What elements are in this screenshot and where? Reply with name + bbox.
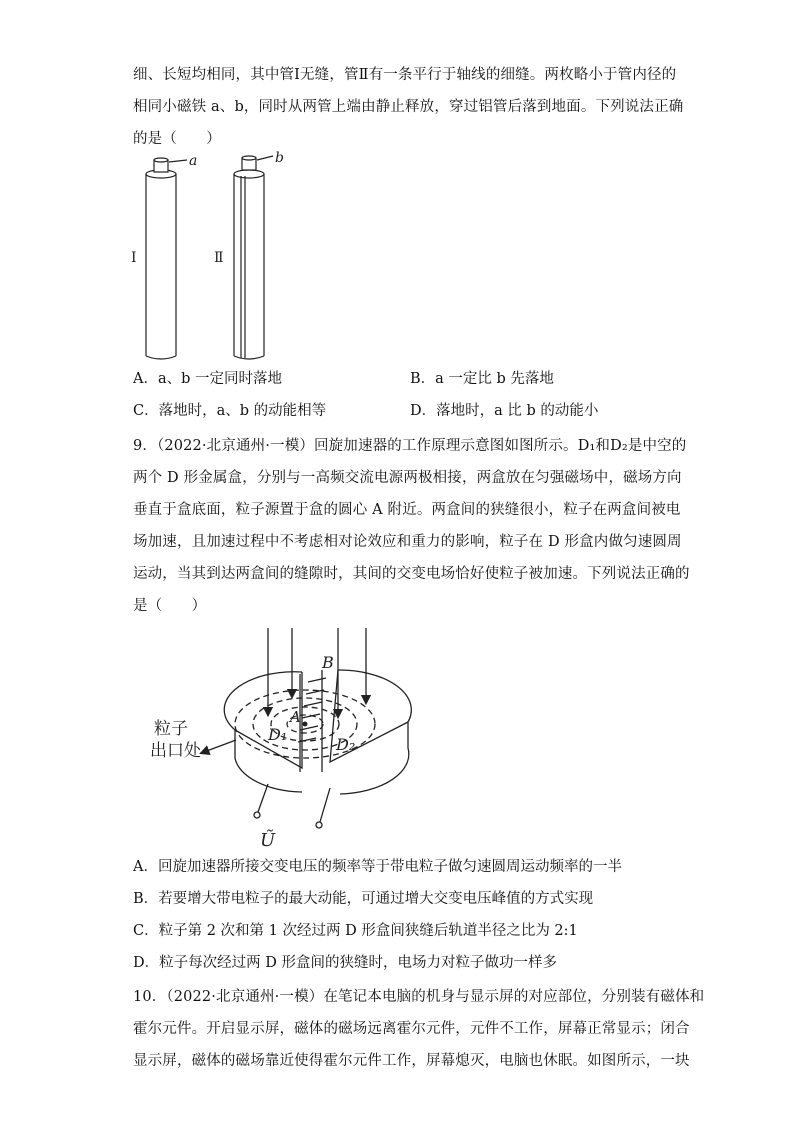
q10-text-line-3: 显示屏，磁体的磁场靠近使得霍尔元件工作，屏幕熄灭，电脑也休眠。如图所示，一块 [133, 1053, 690, 1069]
q8-magnet-b-label: b [275, 150, 284, 166]
q9-text-line-5: 运动，当其到达两盒间的缝隙时，其间的交变电场恰好使粒子被加速。下列说法正确的 [133, 566, 690, 582]
q9-text-line-3: 垂直于盒底面，粒子源置于盒的圆心 A 附近。两盒间的狭缝很小，粒子在两盒间被电 [133, 502, 681, 518]
q8-text-line-3: 的是（ ） [133, 131, 221, 147]
q8-option-a[interactable]: A．a、b 一定同时落地 [133, 371, 283, 387]
q8-tube-1-label: Ⅰ [131, 250, 137, 266]
q9-option-b[interactable]: B．若要增大带电粒子的最大动能，可通过增大交变电压峰值的方式实现 [133, 891, 594, 907]
q9-label-a: A [290, 708, 301, 726]
q9-label-b: B [322, 653, 334, 672]
q8-option-d[interactable]: D．落地时，a 比 b 的动能小 [410, 403, 599, 419]
q9-option-c[interactable]: C．粒子第 2 次和第 1 次经过两 D 形盒间狭缝后轨道半径之比为 2:1 [133, 923, 578, 939]
q10-text-line-2: 霍尔元件。开启显示屏，磁体的磁场远离霍尔元件，元件不工作，屏幕正常显示；闭合 [133, 1021, 690, 1037]
q8-text-line-2: 相同小磁铁 a、b，同时从两管上端由静止释放，穿过铝管后落到地面。下列说法正确 [133, 99, 684, 115]
q9-cyclotron-figure [150, 622, 430, 852]
q8-option-c[interactable]: C．落地时，a、b 的动能相等 [133, 403, 327, 419]
q9-text-line-6: 是（ ） [133, 598, 207, 614]
q9-label-d2: D₂ [336, 735, 356, 754]
q10-text-line-1: 10．（2022·北京通州·一模）在笔记本电脑的机身与显示屏的对应部位，分别装有磁体和 [133, 989, 705, 1005]
q9-exit-label-2: 出口处 [150, 741, 201, 761]
q8-magnet-a-label: a [189, 153, 198, 169]
q8-tube-2-label: Ⅱ [214, 250, 224, 266]
q8-tubes-figure [125, 150, 345, 360]
q8-text-line-1: 细、长短均相同，其中管Ⅰ无缝，管Ⅱ有一条平行于轴线的细缝。两枚略小于管内径的 [133, 67, 677, 83]
q8-option-b[interactable]: B．a 一定比 b 先落地 [410, 371, 554, 387]
q9-text-line-4: 场加速，且加速过程中不考虑相对论效应和重力的影响，粒子在 D 形盒内做匀速圆周 [133, 534, 682, 550]
q9-option-a[interactable]: A．回旋加速器所接交变电压的频率等于带电粒子做匀速圆周运动频率的一半 [133, 859, 622, 875]
q9-option-d[interactable]: D．粒子每次经过两 D 形盒间的狭缝时，电场力对粒子做功一样多 [133, 955, 557, 971]
q9-label-d1: D₁ [268, 725, 288, 744]
q9-text-line-2: 两个 D 形金属盒，分别与一高频交流电源两极相接，两盒放在匀强磁场中，磁场方向 [133, 470, 682, 486]
q9-text-line-1: 9．（2022·北京通州·一模）回旋加速器的工作原理示意图如图所示。D₁和D₂是中空的 [133, 438, 687, 454]
q9-label-u: Ũ [260, 830, 276, 851]
q9-exit-label-1: 粒子 [154, 719, 188, 739]
